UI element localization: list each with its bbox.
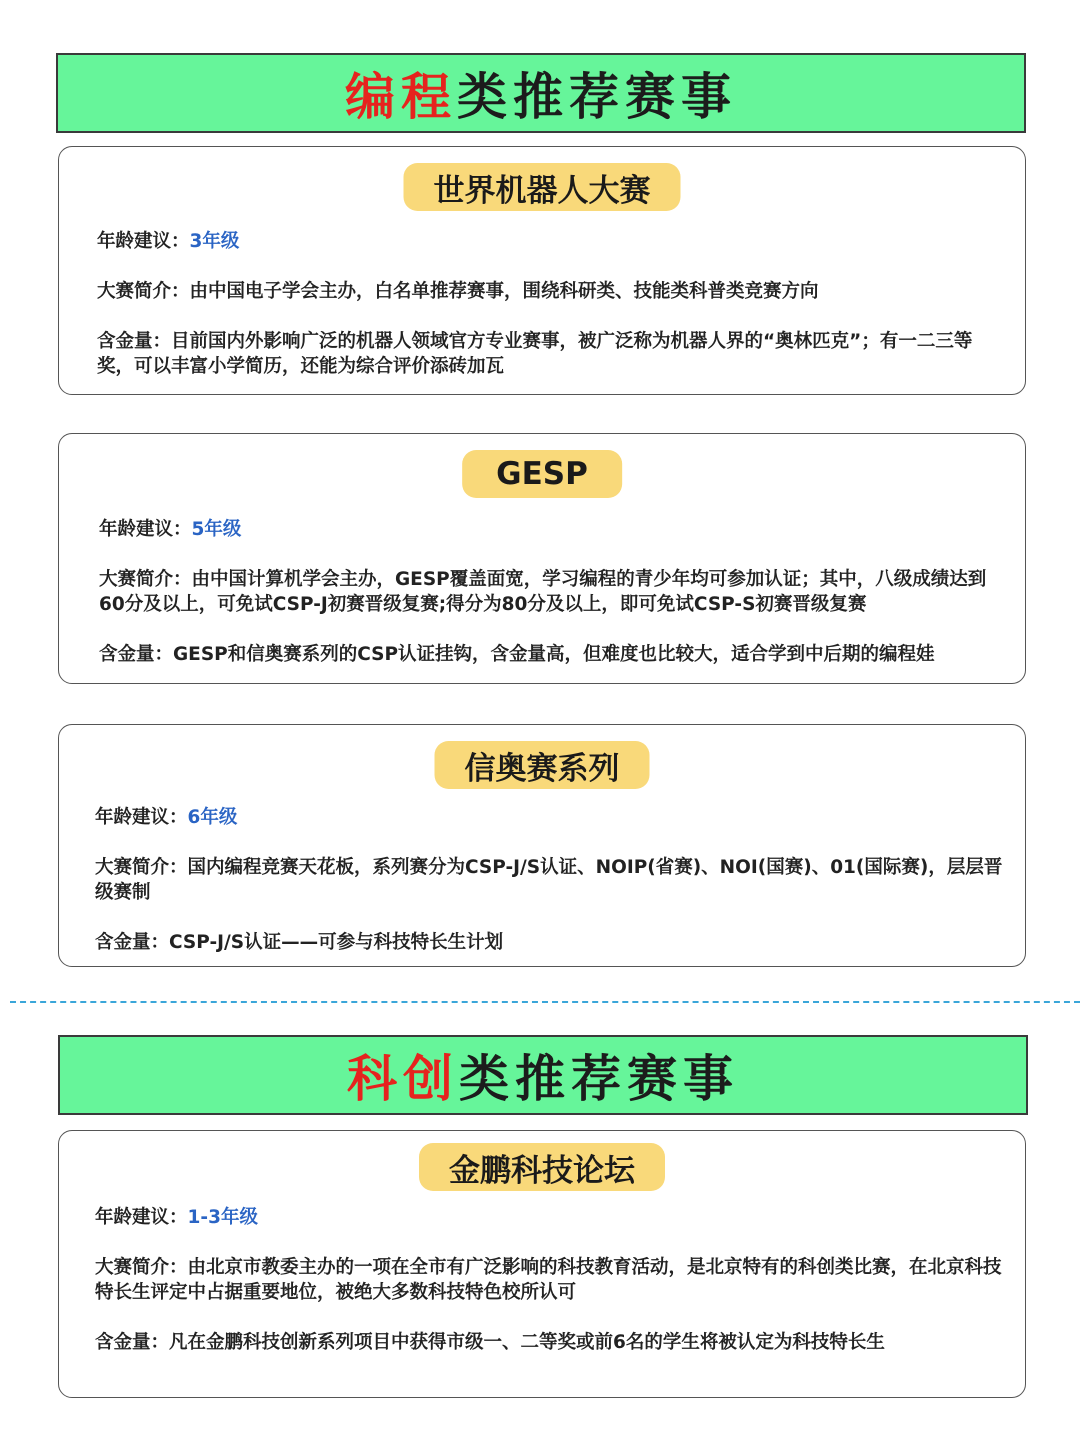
intro-text: 大赛简介：由北京市教委主办的一项在全市有广泛影响的科技教育活动，是北京特有的科创类比赛，在北京科技特长生评定中占据重要地位，被绝大多数科技特色校所认可 <box>95 1257 1002 1303</box>
section-banner-programming <box>56 53 1026 133</box>
value-text: 含金量：目前国内外影响广泛的机器人领域官方专业赛事，被广泛称为机器人界的“奥林匹克”；有一二三等奖，可以丰富小学简历，还能为综合评价添砖加瓦 <box>97 331 973 377</box>
age-value: 3年级 <box>189 231 240 252</box>
age-label: 年龄建议： <box>95 1207 188 1228</box>
section-title-rest: 类推荐赛事 <box>457 67 737 126</box>
section-divider <box>10 1001 1080 1003</box>
age-label: 年龄建议： <box>95 807 188 828</box>
value-text: 含金量：CSP-J/S认证——可参与科技特长生计划 <box>95 932 504 953</box>
competition-name: 金鹏科技论坛 <box>419 1143 665 1191</box>
age-row <box>99 517 1011 542</box>
section-title-rest: 类推荐赛事 <box>459 1049 739 1108</box>
competition-card-robot <box>58 146 1026 395</box>
section-title-highlight: 编程 <box>345 67 457 126</box>
age-value: 6年级 <box>187 807 238 828</box>
value-text: 含金量：凡在金鹏科技创新系列项目中获得市级一、二等奖或前6名的学生将被认定为科技特长生 <box>95 1332 885 1353</box>
age-row <box>95 805 1011 830</box>
competition-name: 世界机器人大赛 <box>404 163 681 211</box>
age-label: 年龄建议： <box>97 231 190 252</box>
competition-name: 信奥赛系列 <box>435 741 650 789</box>
age-value: 5年级 <box>191 519 242 540</box>
age-row <box>97 229 1011 254</box>
section-banner-science <box>58 1035 1028 1115</box>
intro-text: 大赛简介：国内编程竞赛天花板，系列赛分为CSP-J/S认证、NOIP(省赛)、NOI(国赛)、01(国际赛)，层层晋级赛制 <box>95 857 1003 903</box>
competition-name: GESP <box>462 450 622 498</box>
section-title-highlight: 科创 <box>347 1049 459 1108</box>
intro-text: 大赛简介：由中国计算机学会主办，GESP覆盖面宽，学习编程的青少年均可参加认证；其中，八级成绩达到60分及以上，可免试CSP-J初赛晋级复赛;得分为80分及以上，即可免试CSP-S初赛晋级复赛 <box>99 569 987 615</box>
competition-card-informatics <box>58 724 1026 967</box>
section-title <box>345 57 737 129</box>
value-text: 含金量：GESP和信奥赛系列的CSP认证挂钩，含金量高，但难度也比较大，适合学到中后期的编程娃 <box>99 644 935 665</box>
competition-card-gesp <box>58 433 1026 684</box>
intro-text: 大赛简介：由中国电子学会主办，白名单推荐赛事，围绕科研类、技能类科普类竞赛方向 <box>97 281 819 302</box>
competition-card-jinpeng <box>58 1130 1026 1398</box>
age-value: 1-3年级 <box>187 1207 258 1228</box>
age-row <box>95 1205 1011 1230</box>
section-title <box>347 1039 739 1111</box>
age-label: 年龄建议： <box>99 519 192 540</box>
